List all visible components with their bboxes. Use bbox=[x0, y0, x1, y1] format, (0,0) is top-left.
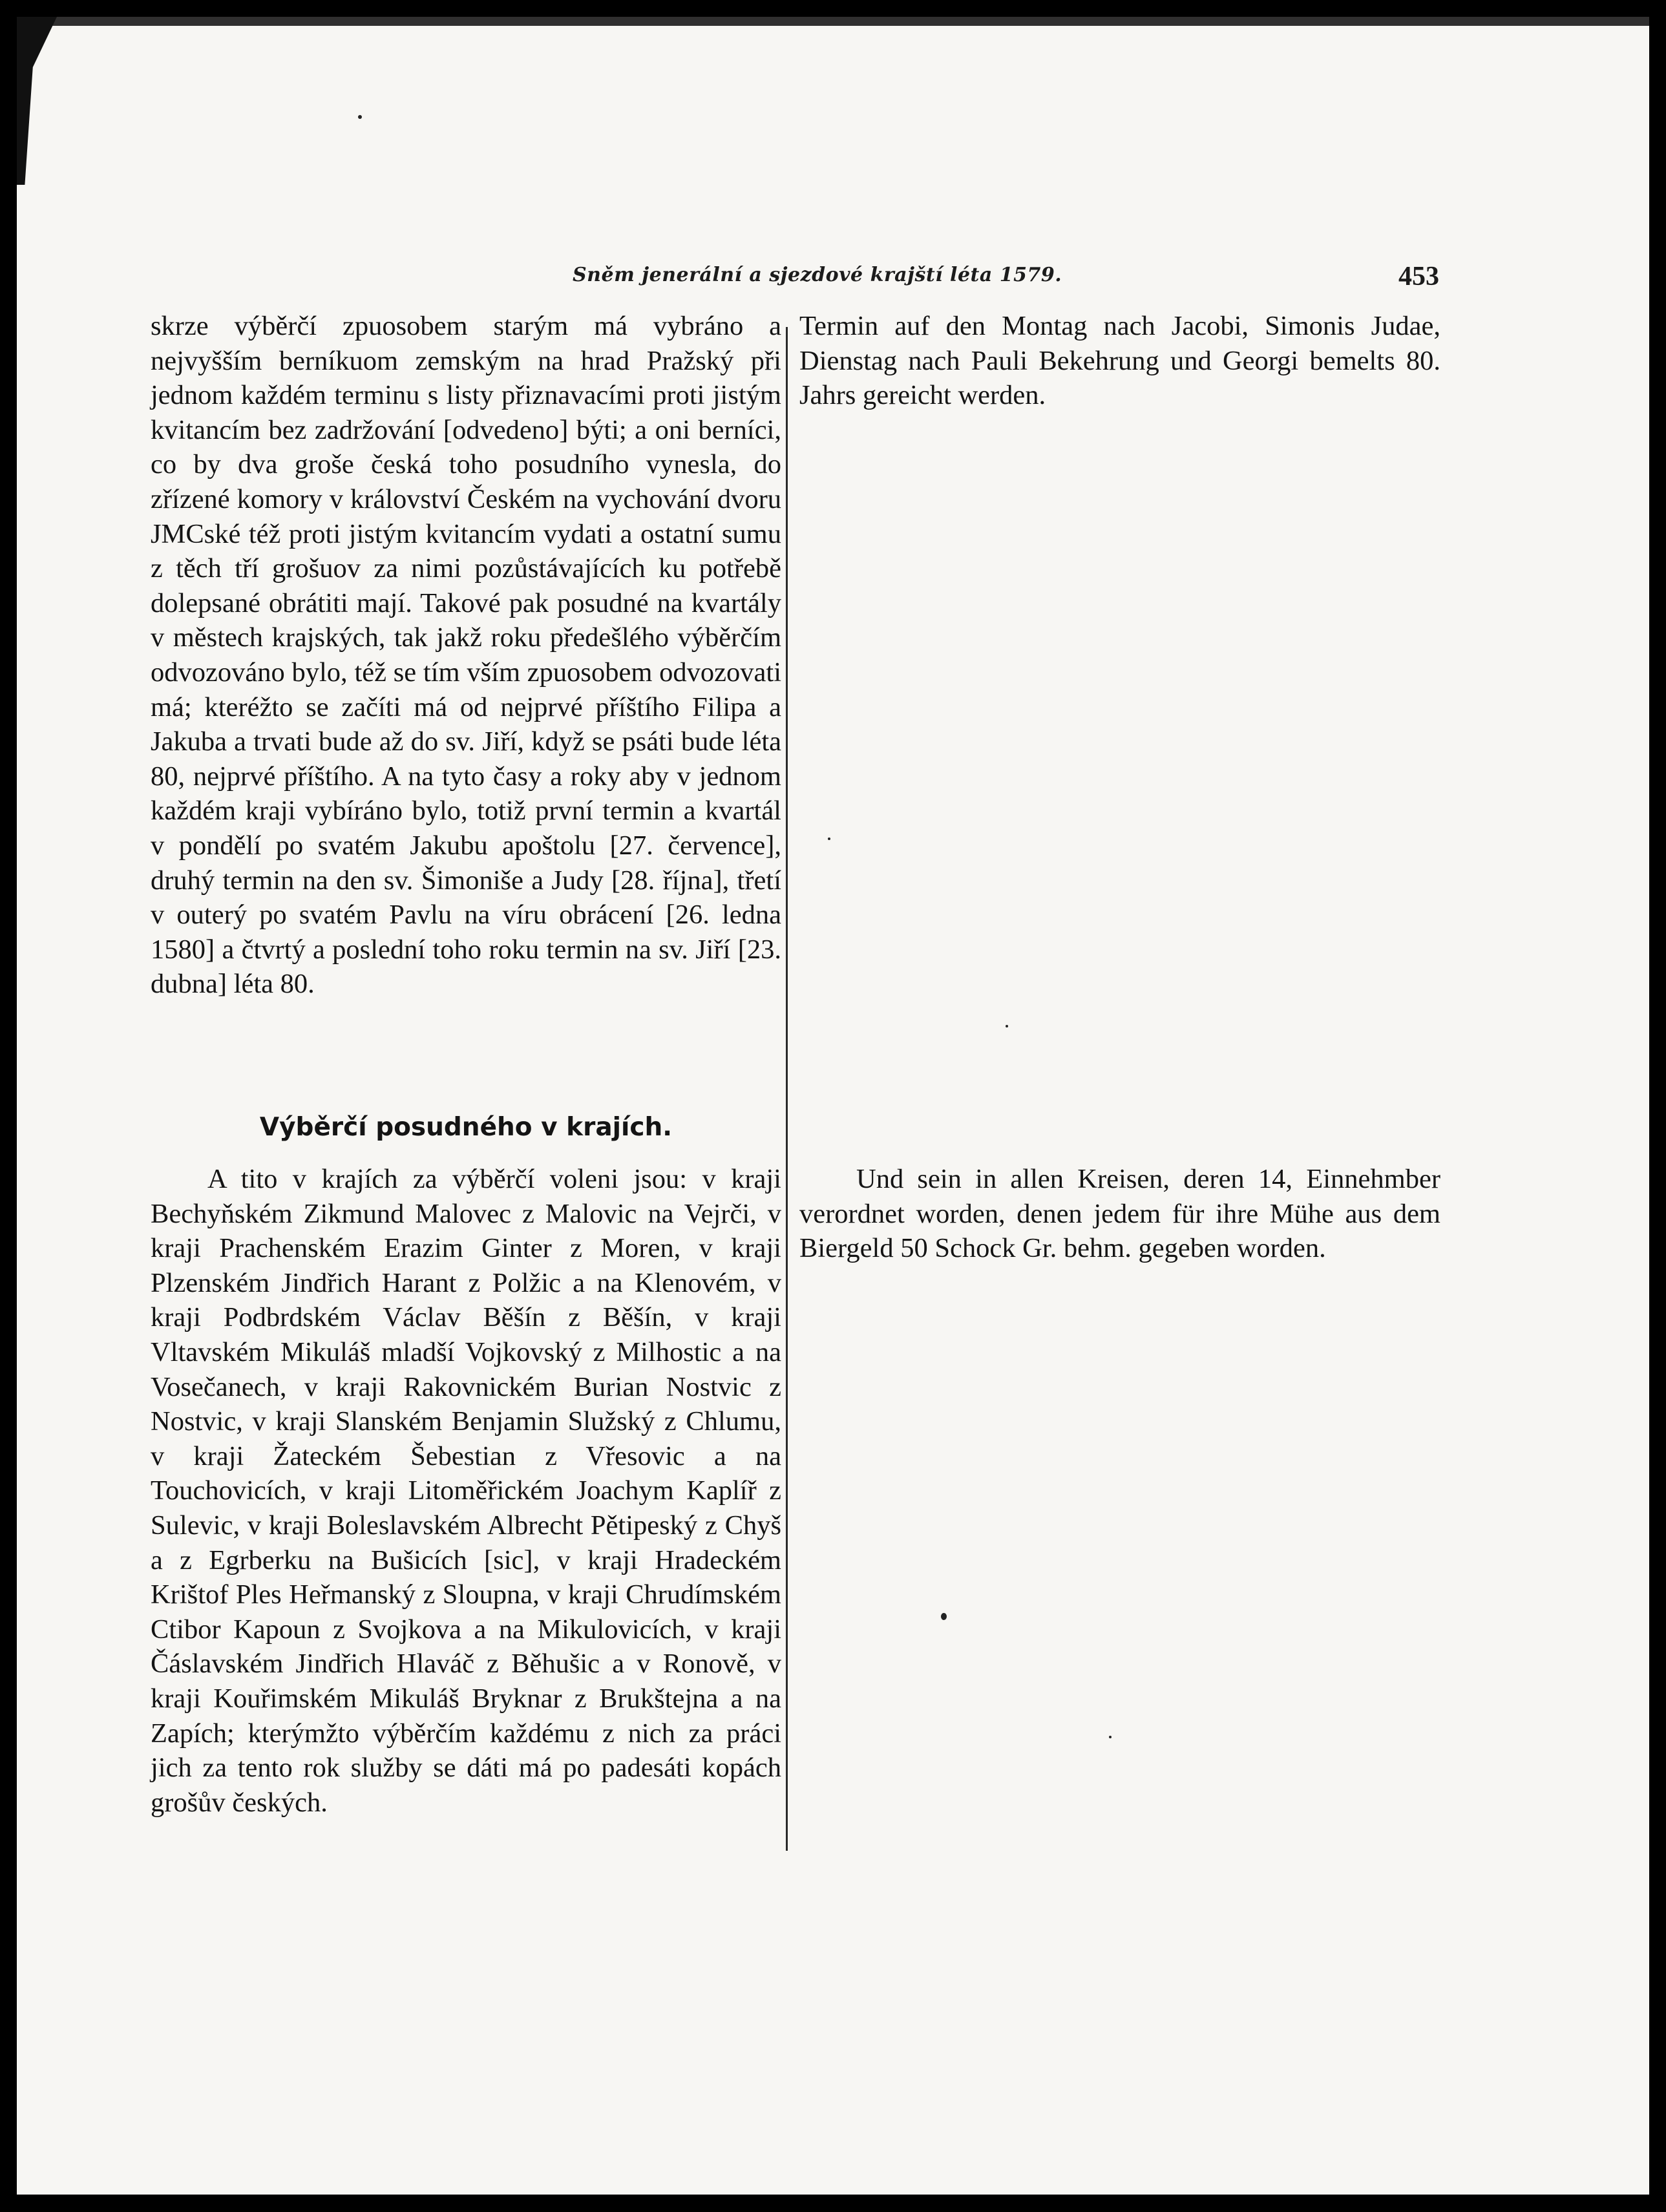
running-head: Sněm jenerální a sjezdové krajští léta 1579. bbox=[573, 264, 1062, 286]
paragraph-german-terms: Termin auf den Montag nach Jacobi, Simonis Judae, Dienstag nach Pauli Bekehrung und Georgi bemelts 80. Jahrs gereicht werden. bbox=[799, 311, 1440, 411]
paragraph-german-collectors: Und sein in allen Kreisen, deren 14, Einnehmber verordnet worden, denen jedem für ihre Mühe aus dem Biergeld 50 Schock Gr. behm. gegeben worden. bbox=[799, 1164, 1440, 1264]
scan-shadow-left bbox=[17, 17, 57, 185]
ink-speck bbox=[828, 837, 830, 840]
ink-speck bbox=[1006, 1025, 1008, 1027]
right-column-bottom bbox=[799, 1162, 1440, 1266]
ink-speck bbox=[1109, 1736, 1112, 1738]
right-column-top bbox=[799, 309, 1440, 413]
paragraph-collectors: A tito v krajích za výběrčí voleni jsou: v kraji Bechyňském Zikmund Malovec z Malovic na Vejrči, v kraji Prachenském Erazim Ginter z Moren, v kraji Plzenském Jindřich Harant z Polžic a na Klenovém, v kraji Podbrdském Václav Běšín z Běšín, v kraji Vltavském Mikuláš mladší Vojkovský z Milhostic a na Vosečanech, v kraji Rakovnickém Burian Nostvic z Nostvic, v kraji Slanském Benjamin Služský z Chlumu, v kraji Žateckém Šebestian z Vřesovic a na Touchovicích, v kraji Litoměřickém Joachym Kaplíř z Sulevic, v kraji Boleslavském Albrecht Pětipeský z Chyš a z Egrberku na Bušicích [sic], v kraji Hradeckém Krištof Ples Heřmanský z Sloupna, v kraji Chrudímském Ctibor Kapoun z Svojkova a na Mikulovicích, v kraji Čáslavském Jindřich Hlaváč z Běhušic a v Ronově, v kraji Kouřimském Mikuláš Bryknar z Brukštejna a na Zapích; kterýmžto výběrčím každému z nich za práci jich za tento rok služby se dáti má po padesáti kopách grošův českých. bbox=[151, 1164, 781, 1818]
paragraph-tax-collection: skrze výběrčí zpuosobem starým má vybráno a nejvyšším berníkuom zemským na hrad Pražský při jednom každém terminu s listy přiznavacími proti jistým kvitancím bez zadržování [odvedeno] býti; a oni berníci, co by dva groše česká toho posudního vynesla, do zřízené komory v království Českém na vychování dvoru JMCské též proti jistým kvitancím vydati a ostatní sumu z těch tří grošuov za nimi pozůstávajících ku potřebě dolepsané obrátiti mají. Takové pak posudné na kvartály v městech krajských, tak jakž roku předešlého výběrčím odvozováno bylo, též se tím vším zpuosobem odvozovati má; kteréžto se začíti má od nejprvé příštího Filipa a Jakuba a trvati bude až do sv. Jiří, když se psáti bude léta 80, nejprvé příštího. A na tyto časy a roky aby v jednom každém kraji vybíráno bylo, totiž první termin a kvartál v pondělí po svatém Jakubu apoštolu [27. července], druhý termin na den sv. Šimoniše a Judy [28. října], třetí v outerý po svatém Pavlu na víru obrácení [26. ledna 1580] a čtvrtý a poslední toho roku termin na sv. Jiří [23. dubna] léta 80. bbox=[151, 311, 781, 1000]
scanned-page bbox=[17, 17, 1649, 2195]
ink-speck bbox=[941, 1613, 947, 1620]
section-heading: Výběrčí posudného v krajích. bbox=[259, 1113, 673, 1142]
left-column-bottom bbox=[151, 1162, 781, 1820]
scan-shadow-top bbox=[17, 17, 1649, 26]
column-divider bbox=[786, 327, 788, 1851]
ink-speck bbox=[358, 115, 362, 119]
left-column-top bbox=[151, 309, 781, 1002]
page-number: 453 bbox=[1398, 262, 1439, 291]
